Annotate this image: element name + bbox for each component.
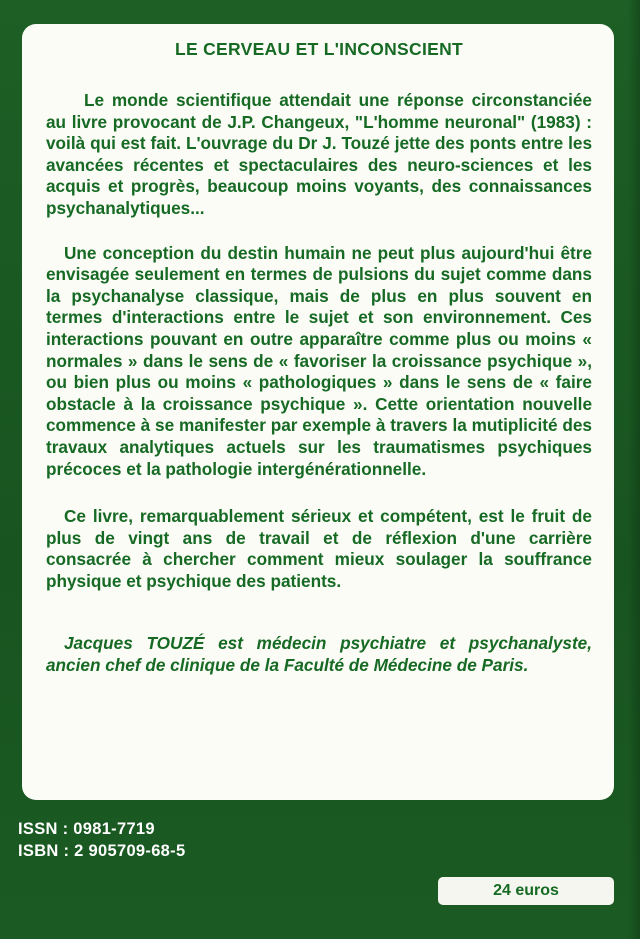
book-title: LE CERVEAU ET L'INCONSCIENT: [174, 39, 464, 59]
blurb-paragraph-1: Le monde scientifique attendait une réponse circonstanciée au livre provocant de J.P. Changeux, "L'homme neuronal" (1983) : voilà qui est fait. L'ouvrage du Dr J. Touzé jette des ponts entre les avancées récentes et spectaculaires des neuro-sciences et les acquis et progrès, beaucoup moins voyants, des connaissances psychanalytiques...: [46, 90, 592, 218]
isbn-code: ISBN : 2 905709-68-5: [18, 842, 186, 860]
blurb-paragraph-2: Une conception du destin humain ne peut plus aujourd'hui être envisagée seulement en termes de pulsions du sujet comme dans la psychanalyse classique, mais de plus en plus souvent en termes d'interactions entre le sujet et son environnement. Ces interactions pouvant en outre apparaître comme plus ou moins « normales » dans le sens de « favoriser la croissance psychique », ou bien plus ou moins « pathologiques » dans le sens de « faire obstacle à la croissance psychique ». Cette orientation nouvelle commence à se manifester par exemple à travers la mutiplicité des travaux analytiques actuels sur les traumatismes psychiques précoces et la pathologie intergénérationnelle.: [46, 242, 592, 479]
cover-edge-shadow: [628, 0, 640, 939]
blurb-paragraph-3: Ce livre, remarquablement sérieux et compétent, est le fruit de plus de vingt ans de travail et de réflexion d'une carrière consacrée à chercher comment mieux soulager la souffrance physique et psychique des patients.: [46, 506, 592, 591]
issn-code: ISSN : 0981-7719: [18, 820, 155, 838]
price-label: 24 euros: [438, 877, 614, 905]
publication-codes: [18, 818, 185, 862]
paragraph-spacer: [46, 480, 592, 506]
paragraph-spacer: [46, 220, 592, 243]
author-bio: Jacques TOUZÉ est médecin psychiatre et psychanalyste, ancien chef de clinique de la Faculté de Médecine de Paris.: [46, 633, 592, 676]
paragraph-spacer: [46, 592, 592, 632]
blurb-panel: [22, 24, 614, 800]
